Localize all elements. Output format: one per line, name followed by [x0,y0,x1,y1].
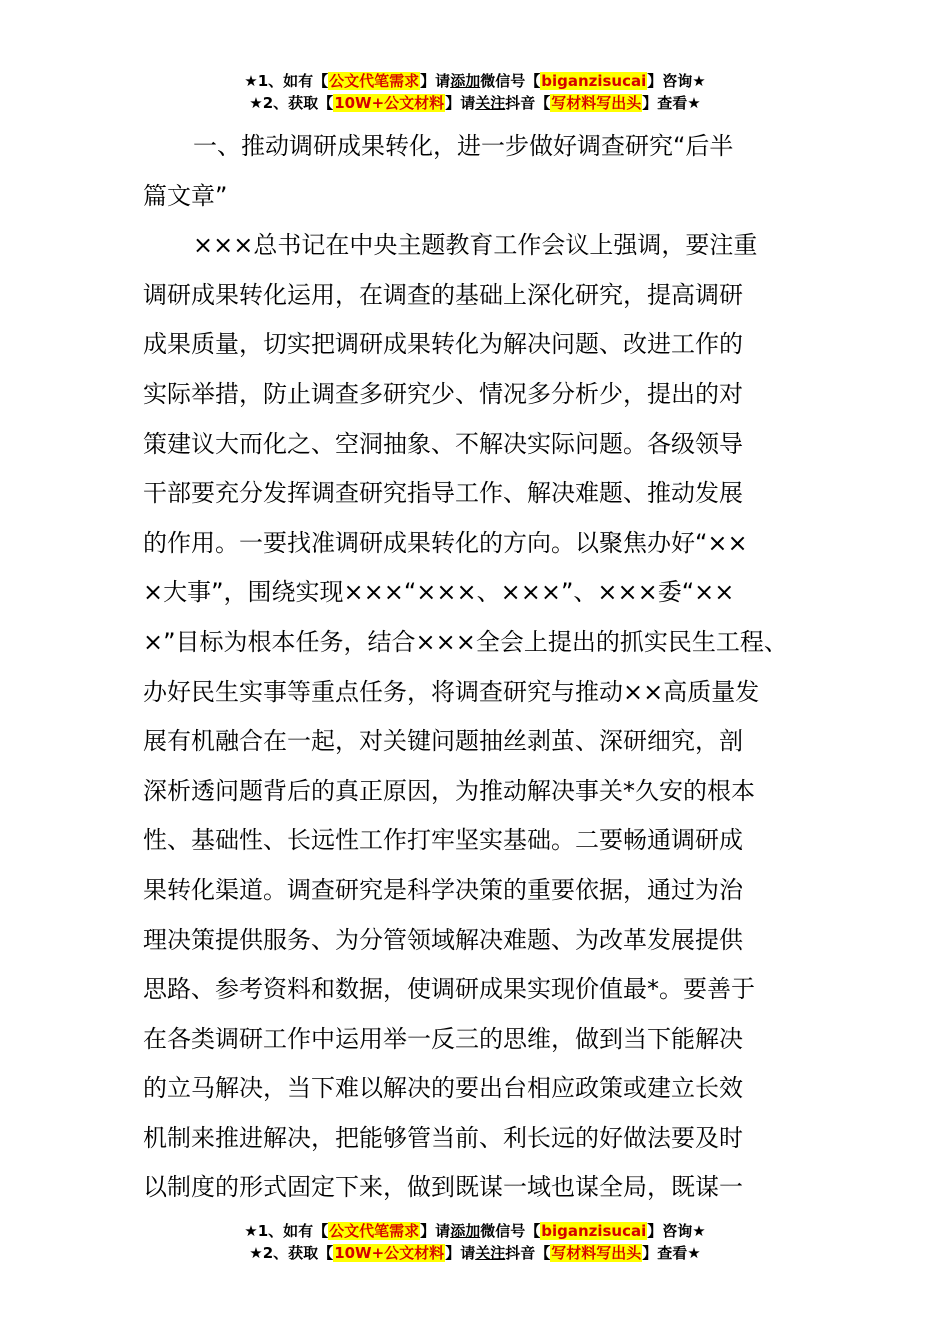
banner-underlined-text: 关注 [475,94,506,112]
banner-underlined-text: 添加 [450,1222,481,1240]
banner-text: ★1、如有【 [244,1222,329,1240]
footer-banner [0,1220,950,1264]
banner-highlight: 公文代笔需求 [329,1222,420,1240]
paragraph-line: 思路、参考资料和数据，使调研成果实现价值最*。要善于 [143,975,755,1004]
banner-text: ★2、获取【 [249,94,334,112]
banner-line-2 [0,1242,950,1264]
paragraph-line: ×大事”，围绕实现×××“×××、×××”、×××委“×× [143,578,735,607]
paragraph-line: 以制度的形式固定下来，做到既谋一域也谋全局，既谋一 [143,1173,743,1202]
paragraph-line: 机制来推进解决，把能够管当前、利长远的好做法要及时 [143,1123,743,1152]
banner-text: 抖音【 [505,94,551,112]
paragraph-line: 理决策提供服务、为分管领域解决难题、为改革发展提供 [143,925,743,954]
banner-highlight: 写材料写出头 [551,1244,642,1262]
banner-text: 微信号【 [480,72,541,90]
banner-highlight: 10W+公文材料 [334,94,445,112]
banner-line-1 [0,1220,950,1242]
banner-highlight: 公文代笔需求 [329,72,420,90]
banner-text: 抖音【 [505,1244,551,1262]
paragraph-line: 在各类调研工作中运用举一反三的思维，做到当下能解决 [143,1024,743,1053]
banner-text: 】请 [445,1244,476,1262]
section-heading-line: 一、推动调研成果转化，进一步做好调查研究“后半 [193,132,734,160]
banner-highlight: biganzisucai [541,72,647,90]
banner-underlined-text: 添加 [450,72,481,90]
paragraph-line: 成果质量，切实把调研成果转化为解决问题、改进工作的 [143,330,743,359]
paragraph-line: 深析透问题背后的真正原因，为推动解决事关*久安的根本 [143,776,755,805]
banner-underlined-text: 关注 [475,1244,506,1262]
paragraph-line: 干部要充分发挥调查研究指导工作、解决难题、推动发展 [143,479,743,508]
paragraph-line: 实际举措，防止调查多研究少、情况多分析少，提出的对 [143,379,743,408]
banner-text: 】请 [420,1222,451,1240]
paragraph-line: 展有机融合在一起，对关键问题抽丝剥茧、深研细究，剖 [143,727,743,756]
banner-line-1 [0,70,950,92]
paragraph-line: 性、基础性、长远性工作打牢坚实基础。二要畅通调研成 [143,826,743,855]
paragraph-line: ×”目标为根本任务，结合×××全会上提出的抓实民生工程、 [143,627,788,656]
header-banner [0,70,950,114]
document-body [143,122,833,1213]
paragraph-line: 的立马解决，当下难以解决的要出台相应政策或建立长效 [143,1074,743,1103]
banner-text: 】请 [445,94,476,112]
banner-text: ★1、如有【 [244,72,329,90]
banner-highlight: biganzisucai [541,1222,647,1240]
banner-line-2 [0,92,950,114]
paragraph-line: 办好民生实事等重点任务，将调查研究与推动××高质量发 [143,677,760,706]
banner-text: 】咨询★ [647,72,706,90]
banner-text: 】请 [420,72,451,90]
banner-text: 微信号【 [480,1222,541,1240]
section-heading-line: 篇文章” [143,181,228,210]
paragraph-line: 策建议大而化之、空洞抽象、不解决实际问题。各级领导 [143,429,743,458]
banner-highlight: 写材料写出头 [551,94,642,112]
paragraph-line: 的作用。一要找准调研成果转化的方向。以聚焦办好“×× [143,528,748,557]
banner-text: 】咨询★ [647,1222,706,1240]
banner-text: ★2、获取【 [249,1244,334,1262]
banner-text: 】查看★ [642,1244,701,1262]
paragraph-line: ×××总书记在中央主题教育工作会议上强调，要注重 [193,231,758,260]
paragraph-line: 果转化渠道。调查研究是科学决策的重要依据，通过为治 [143,875,743,904]
banner-highlight: 10W+公文材料 [334,1244,445,1262]
banner-text: 】查看★ [642,94,701,112]
paragraph-line: 调研成果转化运用，在调查的基础上深化研究，提高调研 [143,280,743,309]
